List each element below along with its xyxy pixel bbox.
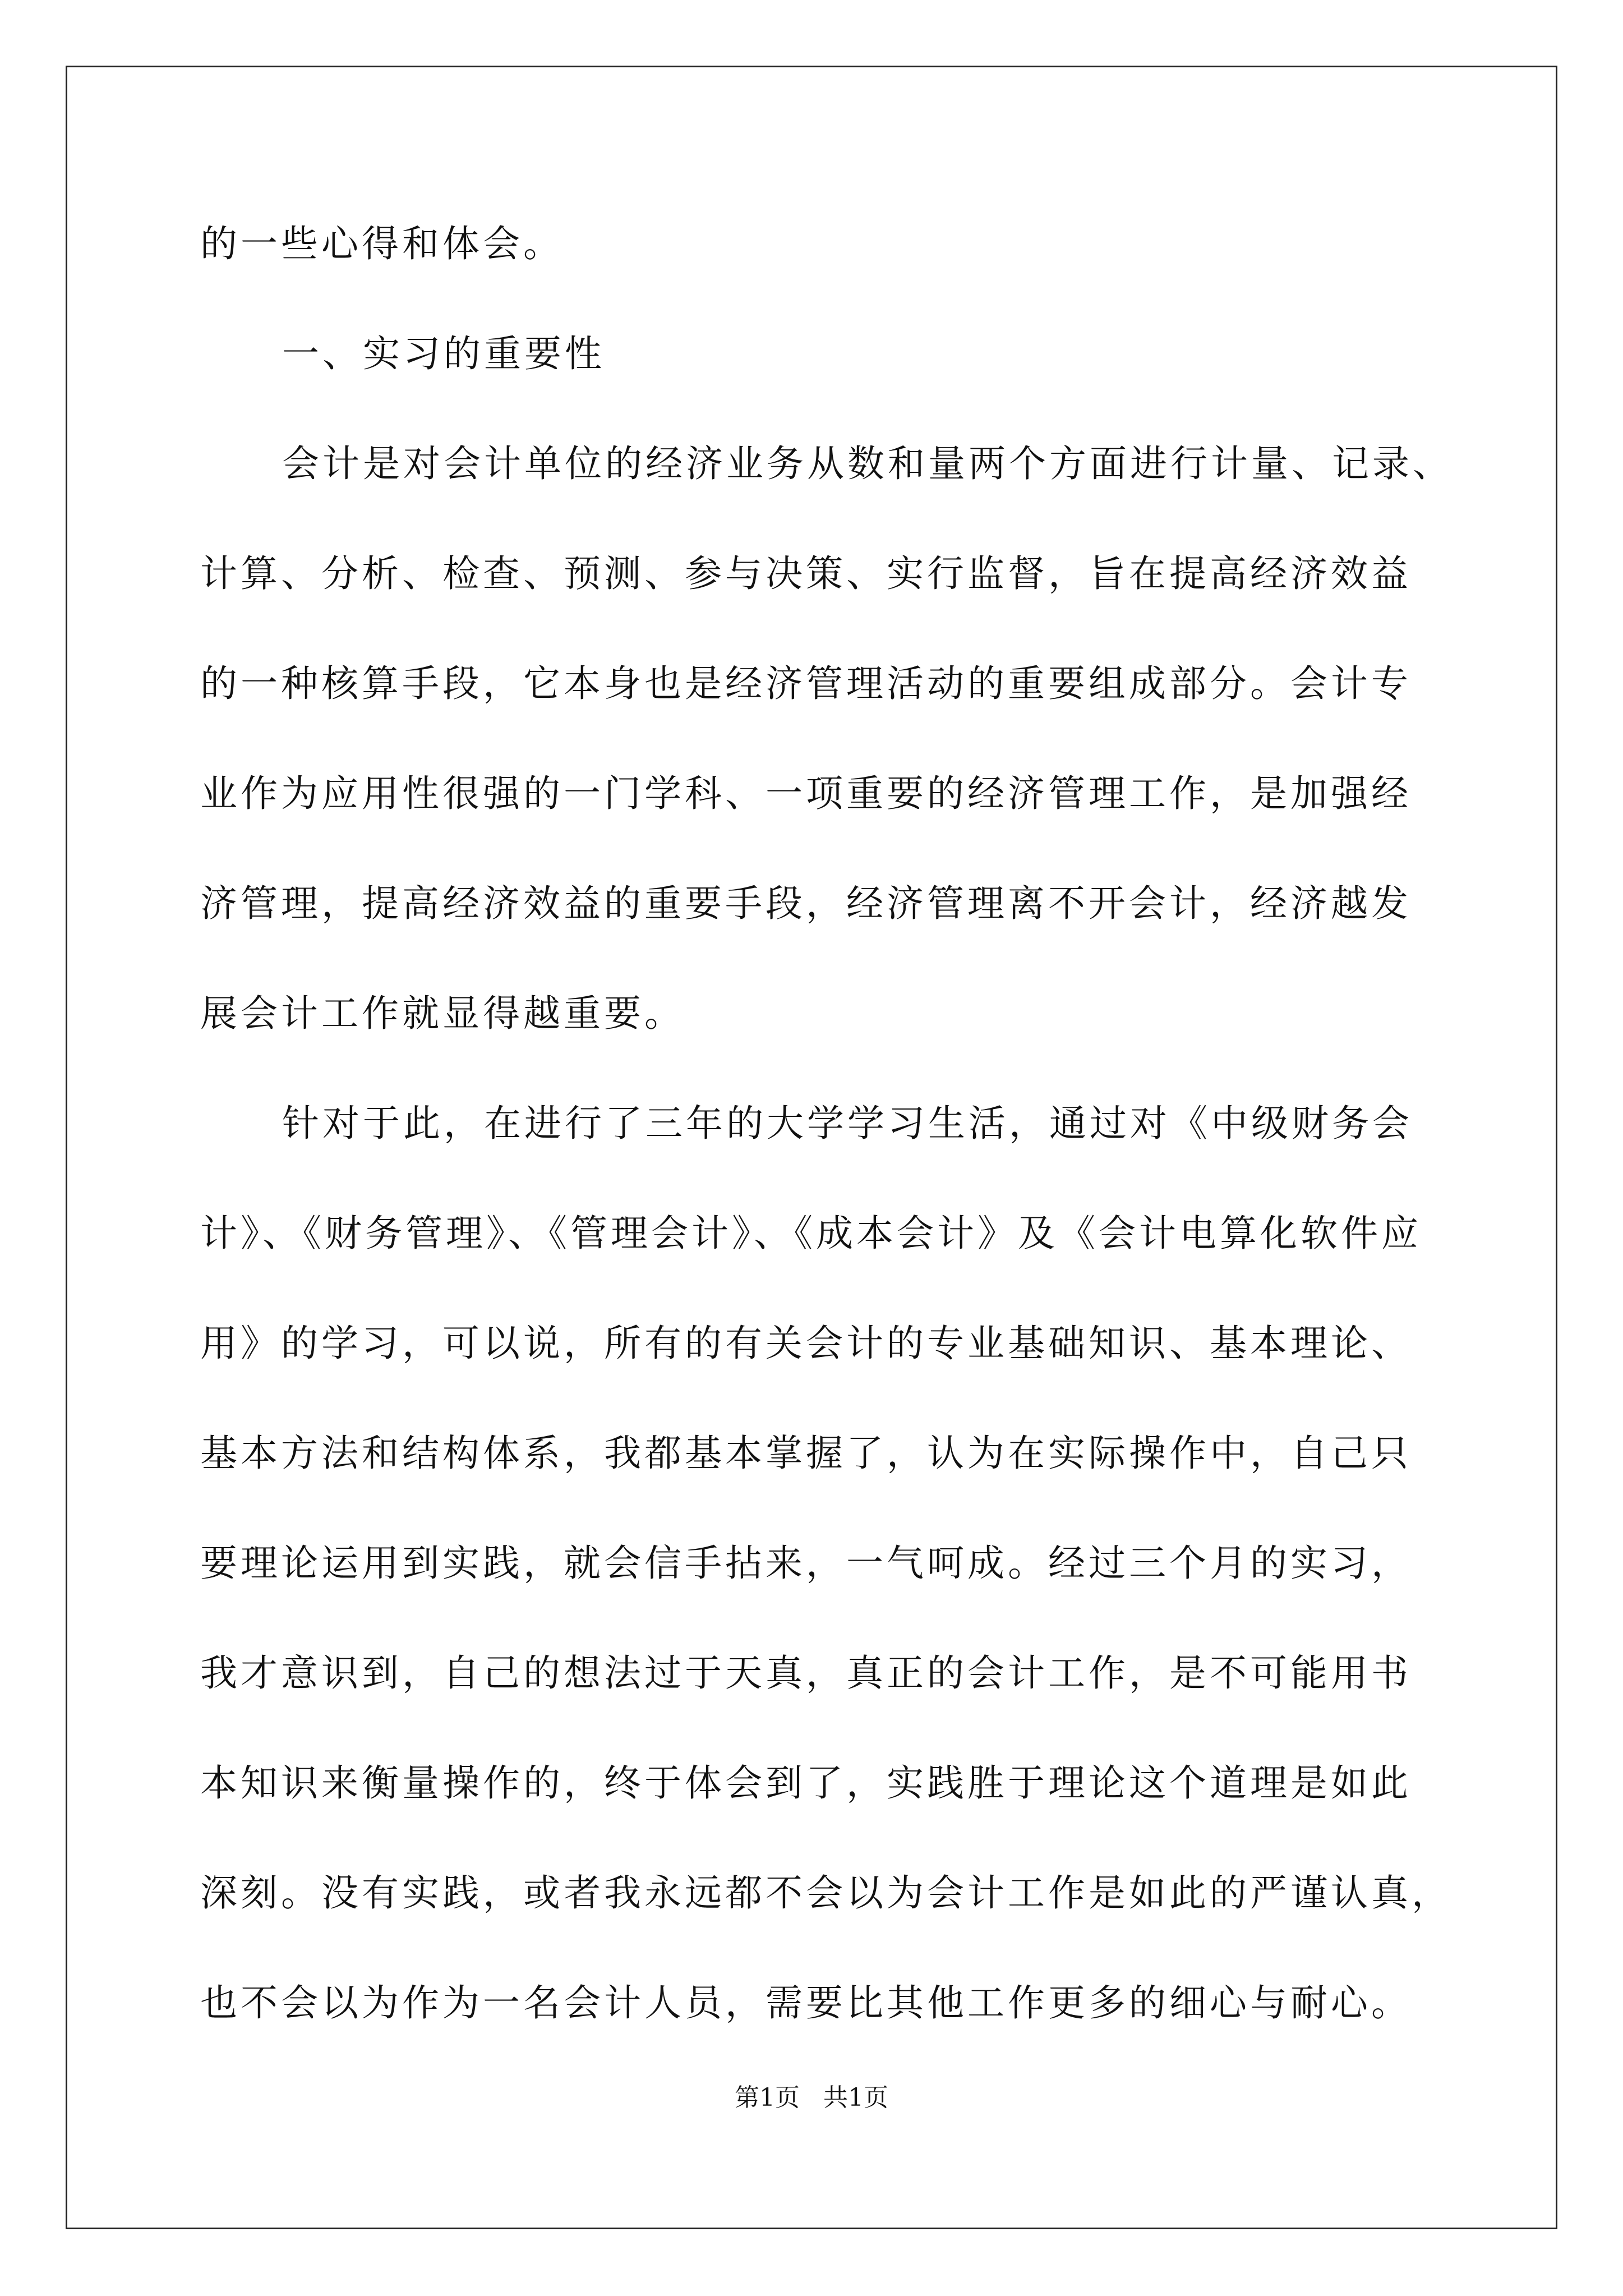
text-line: 会计是对会计单位的经济业务从数和量两个方面进行计量、记录、 bbox=[282, 442, 1453, 485]
text-line: 本知识来衡量操作的，终于体会到了，实践胜于理论这个道理是如此 bbox=[200, 1761, 1412, 1805]
text-line: 的一种核算手段，它本身也是经济管理活动的重要组成部分。会计专 bbox=[200, 662, 1412, 705]
text-line: 针对于此，在进行了三年的大学学习生活，通过对《中级财务会 bbox=[282, 1102, 1413, 1145]
text-line: 济管理，提高经济效益的重要手段，经济管理离不开会计，经济越发 bbox=[200, 882, 1412, 925]
section-heading: 一、实习的重要性 bbox=[282, 332, 605, 375]
text-line: 也不会以为作为一名会计人员，需要比其他工作更多的细心与耐心。 bbox=[200, 1981, 1412, 2024]
text-line: 计》、《财务管理》、《管理会计》、《成本会计》及《会计电算化软件应 bbox=[200, 1212, 1422, 1255]
text-line: 我才意识到，自己的想法过于天真，真正的会计工作，是不可能用书 bbox=[200, 1651, 1412, 1695]
text-line: 深刻。没有实践，或者我永远都不会以为会计工作是如此的严谨认真， bbox=[200, 1871, 1452, 1915]
text-line: 业作为应用性很强的一门学科、一项重要的经济管理工作，是加强经 bbox=[200, 772, 1412, 815]
text-line: 基本方法和结构体系，我都基本掌握了，认为在实际操作中，自己只 bbox=[200, 1432, 1412, 1475]
text-line: 要理论运用到实践，就会信手拈来，一气呵成。经过三个月的实习， bbox=[200, 1542, 1412, 1585]
text-line: 展会计工作就显得越重要。 bbox=[200, 992, 685, 1035]
text-line: 用》的学习，可以说，所有的有关会计的专业基础知识、基本理论、 bbox=[200, 1322, 1412, 1365]
text-line: 的一些心得和体会。 bbox=[200, 222, 564, 265]
page-number: 第1页 共1页 bbox=[735, 2083, 888, 2112]
text-line: 计算、分析、检查、预测、参与决策、实行监督，旨在提高经济效益 bbox=[200, 552, 1412, 595]
